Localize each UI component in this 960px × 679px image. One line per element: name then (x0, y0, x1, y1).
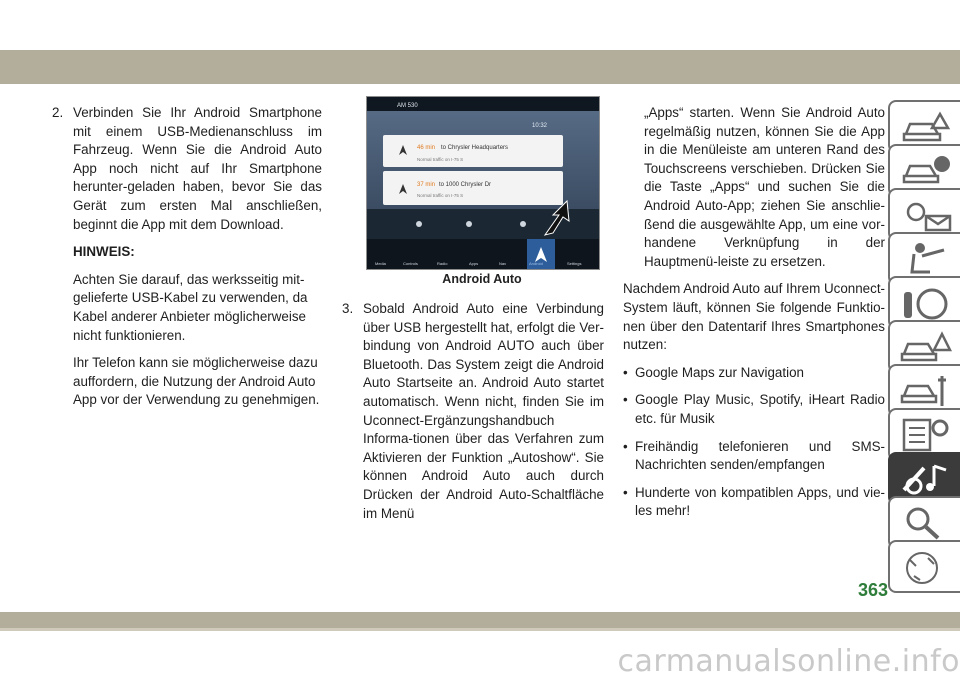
status-radio: AM 530 (397, 103, 418, 109)
car-hazard-icon (900, 328, 952, 366)
footer-line (0, 628, 960, 631)
step-text: Verbinden Sie Ihr Android Smartphone mit einem USB-Medienanschluss im Fahrzeug. Wenn Sie die Android Auto App noch nicht auf Ihr Smartphone herunter-geladen haben, bevor Sie das Gerät zum ersten Mal anschließen, beginnt die App mit dem Download. (73, 105, 322, 232)
bar-label: Controls (403, 261, 418, 266)
feature-text: Freihändig telefonieren und SMS-Nachrichten senden/empfangen (635, 438, 885, 473)
status-time: 10:32 (532, 123, 548, 129)
feature-item (623, 364, 885, 383)
feature-item (623, 484, 885, 521)
bullet: • (623, 438, 628, 454)
top-margin (0, 0, 960, 50)
bar-label: Radio (437, 261, 448, 266)
seat-airbag-icon (900, 240, 952, 278)
steering-wheel-icon (900, 284, 952, 322)
card-2-traffic: Normal traffic on I-75 S (417, 193, 464, 198)
multimedia-icon (900, 460, 952, 498)
feature-text: Google Maps zur Navigation (635, 364, 804, 380)
features-intro: Nachdem Android Auto auf Ihrem Uconnect-System läuft, können Sie folgende Funktio-nen über den Datentarif Ihres Smartphones nutzen: (623, 281, 886, 353)
figure-caption: Android Auto (442, 272, 522, 286)
watermark-text: carmanualsonline.info (617, 644, 960, 679)
bar-label: Nav (499, 261, 507, 266)
nav-card-1 (383, 135, 563, 167)
feature-item (623, 391, 885, 428)
card-2-time: 37 min (417, 182, 436, 188)
bar-label: Media (375, 261, 386, 266)
step-2 (52, 104, 322, 234)
note-paragraph: Ihr Telefon kann sie möglicherweise dazu auffordern, die Nutzung der Android Auto App vor der Verwendung zu genehmigen. (73, 355, 320, 408)
step-3 (342, 300, 604, 523)
card-2-destination: to 1000 Chrysler Dr (439, 182, 492, 188)
lights-message-icon (900, 196, 952, 234)
car-warning-icon (900, 108, 952, 146)
bar-label: Settings (567, 261, 582, 266)
bullet: • (623, 392, 628, 408)
feature-text: Google Play Music, Spotify, iHeart Radio etc. für Musik (635, 392, 885, 426)
card-1-destination: to Chrysler Headquarters (441, 145, 509, 151)
step-number: 2. (52, 105, 64, 120)
android-auto-screenshot (366, 96, 600, 270)
column-2 (342, 300, 604, 523)
car-service-icon (900, 372, 952, 410)
step-text: Sobald Android Auto eine Verbindung über USB hergestellt hat, erfolgt die Ver-bindung von Android AUTO auch über Bluetooth. Das System zeigt die Android Auto Startseite an. Android Auto startet automatisch. Wenn nicht, finden Sie im Uconnect-Ergänzungshandbuch Informa-tionen über das Verfahren zum Aktivieren der Funktion „Autoshow“. Sie können Android Auto auch durch Drücken der Android Auto-Schaltfläche im Menü (363, 301, 604, 521)
search-icon (900, 504, 952, 542)
step-number: 3. (342, 301, 354, 316)
card-1-time: 46 min (417, 145, 436, 151)
column-1 (52, 104, 322, 419)
bar-label: Android (529, 261, 543, 266)
checklist-gear-icon (900, 416, 952, 454)
car-info-icon (900, 152, 952, 190)
note-paragraph: Achten Sie darauf, das werksseitig mit-gelieferte USB-Kabel zu verwenden, da Kabel anderer Anbieter möglicherweise nicht funktionieren. (73, 271, 308, 343)
nav-card-2 (383, 171, 563, 205)
bar-label: Apps (469, 261, 479, 266)
column-3 (623, 104, 885, 530)
feature-item (623, 438, 885, 475)
tab-index[interactable] (888, 540, 960, 593)
index-icon (900, 548, 952, 586)
android-auto-screen-graphic (367, 97, 599, 269)
card-1-traffic: Normal traffic on I-75 S (417, 157, 464, 162)
feature-text: Hunderte von kompatiblen Apps, und vie-les mehr! (635, 484, 885, 519)
page-number: 363 (857, 580, 889, 600)
note-heading: HINWEIS: (73, 244, 135, 260)
header-band (0, 50, 960, 84)
bullet: • (623, 484, 628, 500)
step-3-continuation: „Apps“ starten. Wenn Sie Android Auto regelmäßig nutzen, können Sie die App in die Menüleiste am unteren Rand des Touchscreens verschieben. Drücken Sie die Taste „Apps“ und suchen Sie die Android Auto-App; ziehen Sie anschlie-ßend die ausgewählte App, um eine vor-handene Verknüpfung in der Hauptmenü-leiste zu ersetzen. (644, 105, 885, 269)
bullet: • (623, 364, 628, 380)
footer-band (0, 612, 960, 628)
